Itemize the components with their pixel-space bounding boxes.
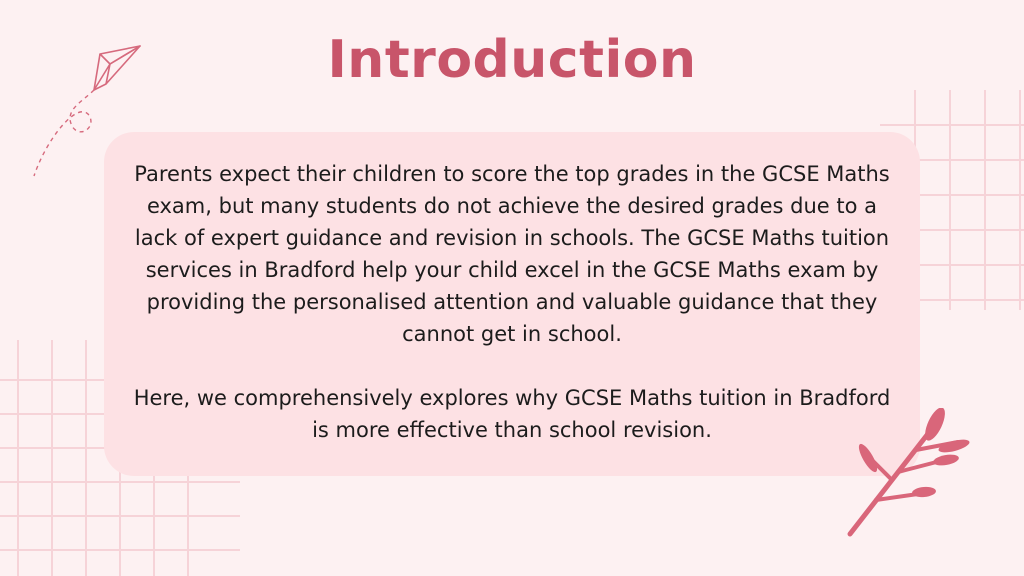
- page-title: Introduction: [327, 30, 697, 90]
- summary-paragraph: Here, we comprehensively explores why GCSE Maths tuition in Bradford is more effective than school revision.: [133, 386, 891, 442]
- intro-paragraph: Parents expect their children to score the top grades in the GCSE Maths exam, but many students do not achieve the desired grades due to a lack of expert guidance and revision in schools. The GCSE Maths tuition services in Bradford help your child excel in the GCSE Maths exam by providing the personalised attention and valuable guidance that they cannot get in school.: [134, 162, 890, 346]
- leaf-branch-icon: [842, 408, 972, 548]
- intro-card: [104, 132, 920, 476]
